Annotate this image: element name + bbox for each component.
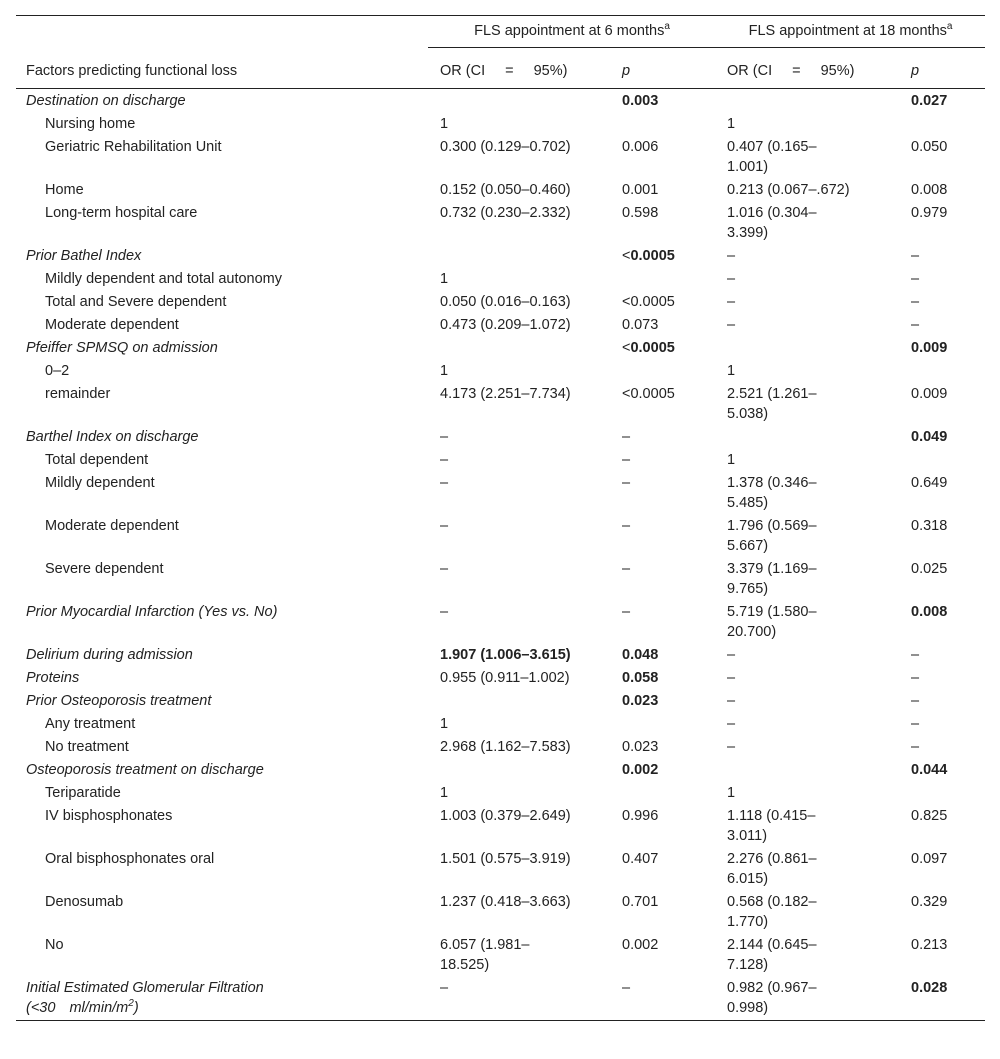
group-header-6-months: FLS appointment at 6 months$^a$ — [428, 16, 716, 55]
p-6m-cell: 0.598 — [622, 205, 659, 221]
p-18m-cell: 0.008 — [911, 182, 948, 198]
or-6m-cell: – — [440, 429, 449, 445]
table-section-row — [16, 758, 985, 781]
factor-cell: Denosumab — [45, 894, 124, 910]
factor-cell: Teriparatide — [45, 785, 121, 801]
factor-cell: Moderate dependent — [45, 317, 179, 333]
p-18m-cell: – — [911, 294, 920, 310]
column-header-factor: Factors predicting functional loss — [16, 54, 428, 89]
p-6m-cell: 0.023 — [622, 693, 659, 709]
table-row — [16, 359, 985, 382]
table-section-row — [16, 666, 985, 689]
table-section-row — [16, 89, 985, 113]
p-18m-cell — [900, 781, 985, 804]
p-6m-cell: – — [622, 429, 631, 445]
or-18m-cell: 2.276 (0.861– 6.015) — [727, 851, 817, 887]
p-18m-cell: – — [911, 647, 920, 663]
p-6m-cell: 0.006 — [622, 139, 659, 155]
or-6m-cell: 1.003 (0.379–2.649) — [440, 808, 571, 824]
table-section-row — [16, 336, 985, 359]
p-6m-cell: <0.0005 — [622, 340, 675, 356]
or-18m-cell: 2.144 (0.645– 7.128) — [727, 937, 817, 973]
table-row — [16, 313, 985, 336]
p-18m-cell: – — [911, 248, 920, 264]
or-6m-cell — [428, 336, 614, 359]
column-header-p-6m: p — [614, 54, 716, 89]
or-6m-cell: 0.050 (0.016–0.163) — [440, 294, 571, 310]
table-section-row — [16, 976, 985, 1021]
or-18m-cell: 0.568 (0.182– 1.770) — [727, 894, 817, 930]
or-6m-cell: 2.968 (1.162–7.583) — [440, 739, 571, 755]
or-18m-cell: – — [727, 271, 736, 287]
table-section-row — [16, 689, 985, 712]
or-6m-cell: – — [440, 452, 449, 468]
or-18m-cell: – — [727, 716, 736, 732]
p-18m-cell: – — [911, 271, 920, 287]
or-6m-cell: 1 — [440, 116, 449, 132]
or-6m-cell: 0.732 (0.230–2.332) — [440, 205, 571, 221]
or-18m-cell: – — [727, 248, 736, 264]
p-6m-cell — [614, 359, 716, 382]
or-6m-cell: – — [440, 475, 449, 491]
table-row — [16, 267, 985, 290]
or-6m-cell: – — [440, 561, 449, 577]
or-18m-cell — [716, 758, 900, 781]
factor-cell: Initial Estimated Glomerular Filtration (<30 $ml/\min/m^2$) — [16, 976, 428, 1021]
p-6m-cell: 0.001 — [622, 182, 659, 198]
table-body — [16, 89, 985, 1021]
or-18m-cell: 2.521 (1.261– 5.038) — [727, 386, 817, 422]
p-6m-cell — [614, 712, 716, 735]
p-18m-cell: 0.025 — [911, 561, 948, 577]
p-18m-cell: – — [911, 693, 920, 709]
or-18m-cell: 5.719 (1.580– 20.700) — [727, 604, 817, 640]
table-row — [16, 804, 985, 847]
p-18m-cell: 0.649 — [911, 475, 948, 491]
factor-cell: Geriatric Rehabilitation Unit — [45, 139, 222, 155]
factor-cell: Delirium during admission — [26, 647, 193, 663]
or-6m-cell: 1 — [440, 785, 449, 801]
table-row — [16, 557, 985, 600]
or-18m-cell: 1 — [727, 785, 736, 801]
p-18m-cell: 0.097 — [911, 851, 948, 867]
or-18m-cell: 1.378 (0.346– 5.485) — [727, 475, 817, 511]
factor-cell: Mildly dependent — [45, 475, 155, 491]
or-6m-cell: 0.955 (0.911–1.002) — [440, 670, 570, 686]
factor-cell: Prior Myocardial Infarction (Yes vs. No) — [26, 604, 278, 620]
or-18m-cell: 3.379 (1.169– 9.765) — [727, 561, 817, 597]
table-row — [16, 735, 985, 758]
or-18m-cell: 0.407 (0.165– 1.001) — [727, 139, 817, 175]
table-row — [16, 847, 985, 890]
table-row — [16, 712, 985, 735]
p-6m-cell: 0.003 — [622, 93, 659, 109]
factor-cell: Prior Bathel Index — [26, 248, 142, 264]
p-6m-cell: – — [622, 475, 631, 491]
or-18m-cell: 1 — [727, 363, 736, 379]
factor-cell: Destination on discharge — [26, 93, 186, 109]
table-row — [16, 514, 985, 557]
p-18m-cell: 0.213 — [911, 937, 948, 953]
or-6m-cell — [428, 89, 614, 113]
p-6m-cell: 0.002 — [622, 937, 659, 953]
p-18m-cell: – — [911, 716, 920, 732]
p-18m-cell: – — [911, 739, 920, 755]
p-6m-cell — [614, 267, 716, 290]
or-18m-cell: – — [727, 739, 736, 755]
table-row — [16, 382, 985, 425]
p-18m-cell: – — [911, 670, 920, 686]
factor-cell: Osteoporosis treatment on discharge — [26, 762, 264, 778]
or-6m-cell — [428, 758, 614, 781]
factor-cell: Oral bisphosphonates oral — [45, 851, 215, 867]
factor-cell: Pfeiffer SPMSQ on admission — [26, 340, 218, 356]
p-18m-cell: – — [911, 317, 920, 333]
or-18m-cell: – — [727, 647, 736, 663]
factor-cell: 0–2 — [45, 363, 70, 379]
factor-cell: Mildly dependent and total autonomy — [45, 271, 282, 287]
p-18m-cell: 0.028 — [900, 976, 985, 1021]
p-6m-cell: <0.0005 — [622, 386, 675, 402]
or-6m-cell: 1.501 (0.575–3.919) — [440, 851, 571, 867]
factor-cell: No treatment — [45, 739, 129, 755]
table-section-row — [16, 643, 985, 666]
or-18m-cell: 1 — [727, 116, 736, 132]
column-header-or-6m: OR (CI = 95%) — [428, 54, 614, 89]
or-18m-cell: 1.118 (0.415– 3.011) — [727, 808, 816, 844]
group-header-row — [16, 16, 985, 55]
factor-cell: Nursing home — [45, 116, 136, 132]
factor-cell: Prior Osteoporosis treatment — [26, 693, 212, 709]
table-row — [16, 890, 985, 933]
or-18m-cell: – — [727, 294, 736, 310]
p-18m-cell: 0.979 — [911, 205, 948, 221]
p-6m-cell: – — [614, 976, 716, 1021]
or-6m-cell: 6.057 (1.981– 18.525) — [440, 937, 530, 973]
p-18m-cell — [900, 448, 985, 471]
p-6m-cell: <0.0005 — [622, 248, 675, 264]
p-6m-cell: 0.407 — [622, 851, 659, 867]
p-6m-cell: 0.996 — [622, 808, 659, 824]
p-6m-cell: 0.058 — [622, 670, 659, 686]
factor-cell: remainder — [45, 386, 111, 402]
column-header-or-18m: OR (CI = 95%) — [716, 54, 900, 89]
or-18m-cell — [716, 425, 900, 448]
or-18m-cell: – — [727, 317, 736, 333]
p-18m-cell: 0.318 — [911, 518, 948, 534]
table-row — [16, 933, 985, 976]
or-18m-cell — [716, 336, 900, 359]
column-header-p-18m: p — [900, 54, 985, 89]
or-6m-cell — [428, 689, 614, 712]
table-section-row — [16, 244, 985, 267]
or-6m-cell: 1.237 (0.418–3.663) — [440, 894, 571, 910]
or-6m-cell: 4.173 (2.251–7.734) — [440, 386, 571, 402]
p-18m-cell — [900, 359, 985, 382]
p-6m-cell: – — [622, 518, 631, 534]
or-6m-cell: – — [440, 518, 449, 534]
p-6m-cell: 0.002 — [622, 762, 659, 778]
or-18m-cell: 1.016 (0.304– 3.399) — [727, 205, 817, 241]
or-18m-cell: 0.213 (0.067–.672) — [727, 182, 850, 198]
table-row — [16, 178, 985, 201]
p-18m-cell: 0.049 — [911, 429, 948, 445]
p-6m-cell — [614, 112, 716, 135]
or-6m-cell: 1 — [440, 271, 449, 287]
factor-cell: Severe dependent — [45, 561, 164, 577]
p-6m-cell — [614, 781, 716, 804]
table-row — [16, 201, 985, 244]
p-18m-cell: 0.008 — [911, 604, 948, 620]
or-6m-cell: 1.907 (1.006–3.615) — [440, 647, 571, 663]
table-row — [16, 448, 985, 471]
or-6m-cell: 1 — [440, 716, 449, 732]
p-18m-cell: 0.825 — [911, 808, 948, 824]
or-18m-cell: 1.796 (0.569– 5.667) — [727, 518, 817, 554]
p-6m-cell: – — [622, 452, 631, 468]
factor-cell: Total and Severe dependent — [45, 294, 227, 310]
or-6m-cell: – — [428, 976, 614, 1021]
group-header-18-months: FLS appointment at 18 months$^a$ — [716, 16, 985, 55]
or-6m-cell: 1 — [440, 363, 449, 379]
p-6m-cell: 0.023 — [622, 739, 659, 755]
functional-loss-table — [16, 15, 985, 1021]
p-6m-cell: 0.048 — [622, 647, 659, 663]
factor-cell: Proteins — [26, 670, 80, 686]
or-6m-cell: – — [440, 604, 449, 620]
p-6m-cell: – — [622, 561, 631, 577]
or-6m-cell — [428, 244, 614, 267]
group-header-blank — [16, 16, 428, 55]
factor-cell: Any treatment — [45, 716, 136, 732]
p-6m-cell: 0.073 — [622, 317, 659, 333]
or-18m-cell: 0.982 (0.967– 0.998) — [716, 976, 900, 1021]
factor-cell: Moderate dependent — [45, 518, 179, 534]
table-row — [16, 112, 985, 135]
table-row — [16, 471, 985, 514]
or-18m-cell: – — [727, 693, 736, 709]
p-18m-cell: 0.329 — [911, 894, 948, 910]
p-18m-cell: 0.009 — [911, 386, 948, 402]
column-header-row — [16, 54, 985, 89]
p-18m-cell: 0.009 — [911, 340, 948, 356]
or-18m-cell: – — [727, 670, 736, 686]
table-section-row — [16, 600, 985, 643]
table-section-row — [16, 425, 985, 448]
p-18m-cell: 0.044 — [911, 762, 948, 778]
table-row — [16, 290, 985, 313]
or-6m-cell: 0.473 (0.209–1.072) — [440, 317, 571, 333]
p-18m-cell — [900, 112, 985, 135]
table-row — [16, 781, 985, 804]
p-6m-cell: – — [622, 604, 631, 620]
or-18m-cell: 1 — [727, 452, 736, 468]
factor-cell: No — [45, 937, 64, 953]
p-18m-cell: 0.027 — [911, 93, 948, 109]
factor-cell: Total dependent — [45, 452, 149, 468]
factor-cell: Long-term hospital care — [45, 205, 198, 221]
factor-cell: Barthel Index on discharge — [26, 429, 199, 445]
factor-cell: Home — [45, 182, 84, 198]
or-6m-cell: 0.300 (0.129–0.702) — [440, 139, 571, 155]
p-6m-cell: 0.701 — [622, 894, 659, 910]
or-18m-cell — [716, 89, 900, 113]
p-6m-cell: <0.0005 — [622, 294, 675, 310]
p-18m-cell: 0.050 — [911, 139, 948, 155]
factor-cell: IV bisphosphonates — [45, 808, 173, 824]
table-row — [16, 135, 985, 178]
or-6m-cell: 0.152 (0.050–0.460) — [440, 182, 571, 198]
